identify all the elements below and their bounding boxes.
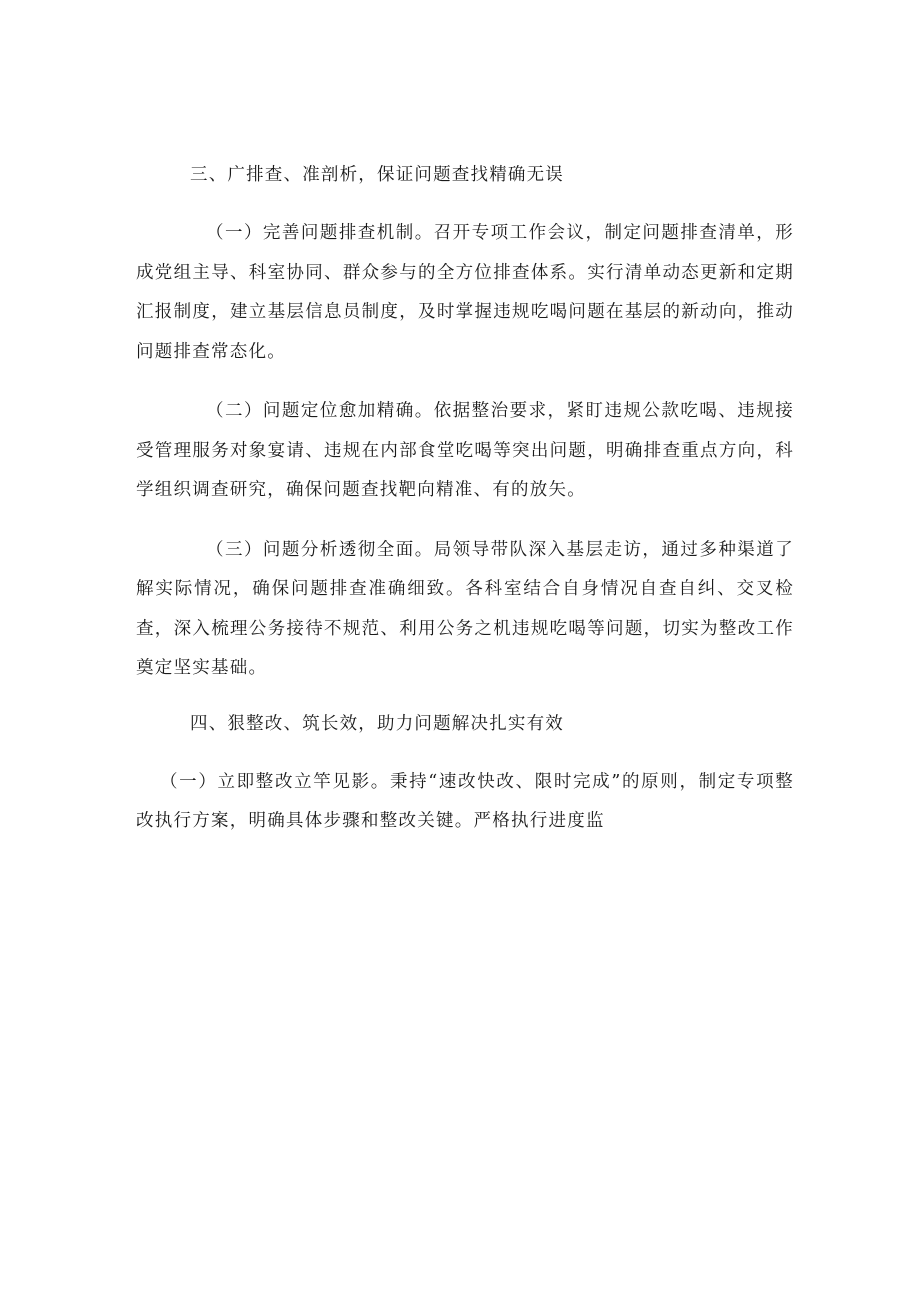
paragraph-3-2: （二）问题定位愈加精确。依据整治要求，紧盯违规公款吃喝、违规接受管理服务对象宴请、违规在内部食堂吃喝等突出问题，明确排查重点方向，科学组织调查研究，确保问题查找靶向精准、有的放矢。 — [136, 401, 794, 500]
paragraph-3-3: （三）问题分析透彻全面。局领导带队深入基层走访，通过多种渠道了解实际情况，确保问题排查准确细致。各科室结合自身情况自查自纠、交叉检查，深入梳理公务接待不规范、利用公务之机违规吃喝等问题，切实为整改工作奠定坚实基础。 — [136, 539, 794, 678]
section-heading-3: 三、广排查、准剖析，保证问题查找精确无误 — [190, 165, 564, 185]
paragraph-3-1: （一）完善问题排查机制。召开专项工作会议，制定问题排查清单，形成党组主导、科室协同、群众参与的全方位排查体系。实行清单动态更新和定期汇报制度，建立基层信息员制度，及时掌握违规吃喝问题在基层的新动向，推动问题排查常态化。 — [136, 223, 794, 362]
document-body — [136, 160, 794, 842]
section-heading-4: 四、狠整改、筑长效，助力问题解决扎实有效 — [190, 713, 564, 734]
paragraph-4-1: （一）立即整改立竿见影。秉持“速改快改、限时完成”的原则，制定专项整改执行方案，明确具体步骤和整改关键。严格执行进度监 — [136, 771, 794, 831]
